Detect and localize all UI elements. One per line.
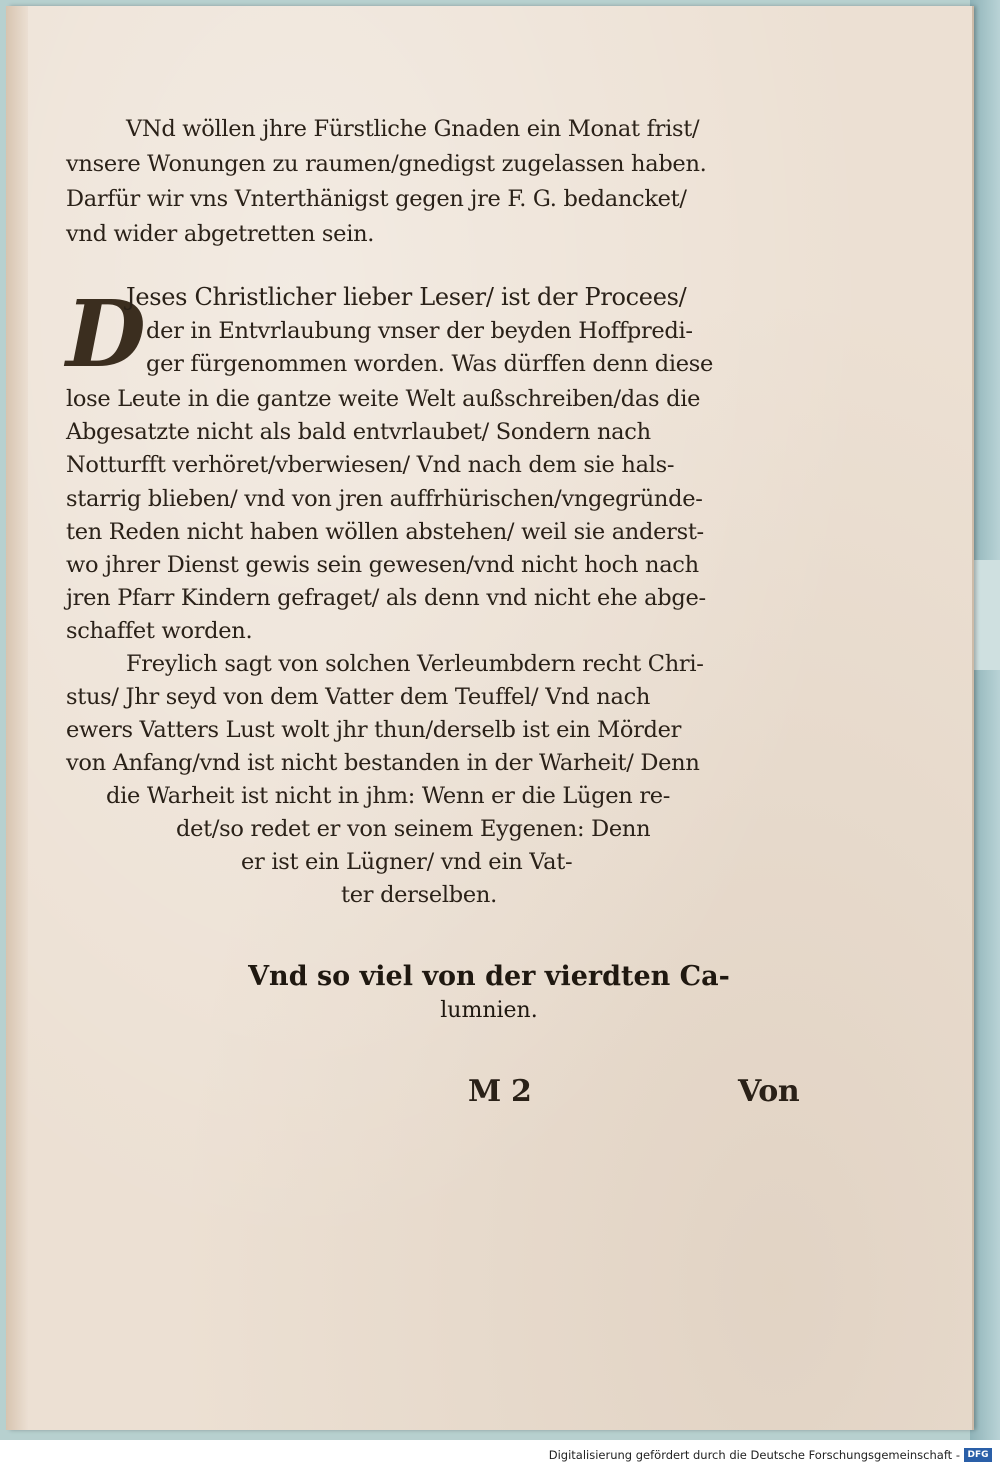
text-line: vnd wider abgetretten sein. [66,221,375,247]
text-line: er ist ein Lügner/ vnd ein Vat- [241,849,573,875]
text-line: jren Pfarr Kindern gefraget/ als denn vnd nicht ehe abge- [66,585,706,611]
text-line: starrig blieben/ vnd von jren auffrhürischen/vngegründe- [66,486,703,512]
section-heading-continued: lumnien. [440,998,538,1023]
text-line: VNd wöllen jhre Fürstliche Gnaden ein Monat frist/ [126,116,700,142]
text-line: det/so redet er von seinem Eygenen: Denn [176,816,651,842]
text-line: Abgesatzte nicht als bald entvrlaubet/ Sondern nach [66,419,651,445]
text-line: schaffet worden. [66,618,253,644]
page-gutter [6,6,28,1430]
binding-edge [970,0,1000,1440]
text-line: Darfür wir vns Vnterthänigst gegen jre F. G. bedancket/ [66,186,687,212]
text-line: ten Reden nicht haben wöllen abstehen/ weil sie anderst- [66,519,704,545]
book-page [6,6,972,1430]
text-line: ter derselben. [341,882,497,908]
text-line: stus/ Jhr seyd von dem Vatter dem Teuffel/ Vnd nach [66,684,651,710]
text-line: von Anfang/vnd ist nicht bestanden in der Warheit/ Denn [66,750,700,776]
catchword: Von [738,1074,800,1109]
drop-cap: D [66,280,146,388]
footer-credit: Digitalisierung gefördert durch die Deutsche Forschungsgemeinschaft - [548,1448,960,1462]
text-line: ger fürgenommen worden. Was dürffen denn diese [146,351,714,377]
text-line: Jeses Christlicher lieber Leser/ ist der Procees/ [126,283,687,311]
signature-mark: M 2 [468,1074,532,1109]
text-line: wo jhrer Dienst gewis sein gewesen/vnd nicht hoch nach [66,552,699,578]
text-line: der in Entvrlaubung vnser der beyden Hoffpredi- [146,318,693,344]
text-line: die Warheit ist nicht in jhm: Wenn er die Lügen re- [106,783,671,809]
text-line: Notturfft verhöret/vberwiesen/ Vnd nach dem sie hals- [66,452,675,478]
section-heading: Vnd so viel von der vierdten Ca- [248,961,730,992]
text-line: lose Leute in die gantze weite Welt außschreiben/das die [66,386,701,412]
text-line: ewers Vatters Lust wolt jhr thun/derselb ist ein Mörder [66,717,682,743]
dfg-logo-icon[interactable]: DFG [964,1448,992,1462]
text-line: Freylich sagt von solchen Verleumbdern recht Chri- [126,651,704,677]
text-line: vnsere Wonungen zu raumen/gnedigst zugelassen haben. [66,151,707,177]
